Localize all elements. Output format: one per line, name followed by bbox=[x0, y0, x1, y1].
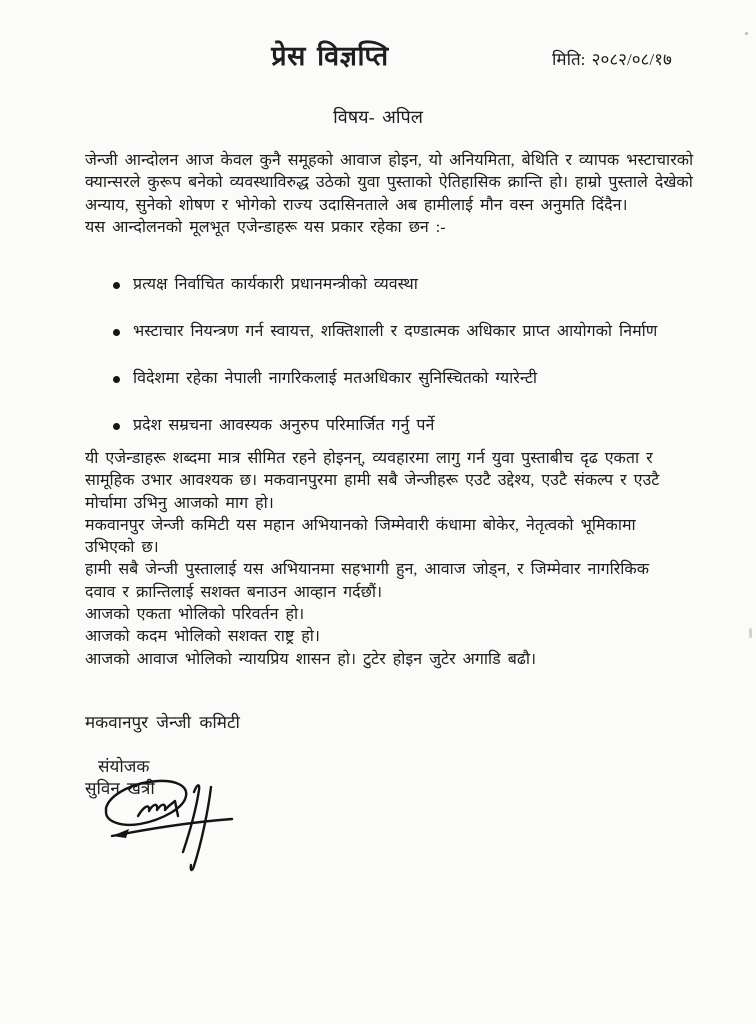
bullet-icon bbox=[113, 329, 120, 336]
text-line: यस आन्दोलनको मूलभूत एजेन्डाहरू यस प्रकार रहेका छन :- bbox=[85, 218, 446, 236]
text-line: सामूहिक उभार आवश्यक छ। मकवानपुरमा हामी सबै जेन्जीहरू एउटै उद्देश्य, एउटै संकल्प र एउटै bbox=[85, 472, 660, 490]
signatory-role: संयोजक bbox=[98, 757, 150, 776]
bullet-icon bbox=[113, 376, 120, 383]
signature-underline bbox=[112, 819, 232, 836]
text-line: क्यान्सरले कुरूप बनेको व्यवस्थाविरुद्ध उठेको युवा पुस्ताको ऐतिहासिक क्रान्ति हो। हाम्रो पुस्ताले देखेको bbox=[85, 174, 693, 192]
agenda-item-text: प्रत्यक्ष निर्वाचित कार्यकारी प्रधानमन्त्रीको व्यवस्था bbox=[133, 276, 418, 293]
text-line: हामी सबै जेन्जी पुस्तालाई यस अभियानमा सहभागी हुन, आवाज जोड्न, र जिम्मेवार नागरिकिक bbox=[85, 561, 650, 579]
text-line: आजको आवाज भोलिको न्यायप्रिय शासन हो। टुटेर होइन जुटेर अगाडि बढौ। bbox=[85, 650, 537, 668]
bullet-icon bbox=[113, 423, 120, 430]
signature-icon bbox=[100, 774, 240, 878]
agenda-item bbox=[85, 415, 717, 437]
agenda-item bbox=[85, 274, 717, 296]
agenda-item bbox=[85, 368, 717, 390]
text-line: अन्याय, सुनेको शोषण र भोगेको राज्य उदासिनताले अब हामीलाई मौन वस्न अनुमति दिंदैन। bbox=[85, 196, 628, 214]
agenda-item-text: विदेशमा रहेका नेपाली नागरिकलाई मतअधिकार सुनिस्चितको ग्यारेन्टी bbox=[133, 370, 538, 387]
committee-name: मकवानपुर जेन्जी कमिटी bbox=[85, 713, 240, 732]
text-line: मकवानपुर जेन्जी कमिटी यस महान अभियानको जिम्मेवारी कंधामा बोकेर, नेतृत्वको भूमिकामा bbox=[85, 516, 636, 534]
text-line: यी एजेन्डाहरू शब्दमा मात्र सीमित रहने होइनन्, व्यवहारमा लागु गर्न युवा पुस्ताबीच दृढ एकता र bbox=[85, 450, 653, 467]
text-line: जेन्जी आन्दोलन आज केवल कुनै समूहको आवाज होइन, यो अनियमिता, बेथिति र व्यापक भस्टाचारको bbox=[85, 152, 694, 169]
agenda-item bbox=[85, 321, 717, 343]
text-line: दवाव र क्रान्तिलाई सशक्त बनाउन आव्हान गर्दछौं। bbox=[85, 583, 383, 601]
agenda-item-text: भस्टाचार नियन्त्रण गर्न स्वायत्त, शक्तिशाली र दण्डात्मक अधिकार प्राप्त आयोगको निर्माण bbox=[133, 323, 658, 340]
scan-speck bbox=[745, 32, 748, 35]
bullet-icon bbox=[113, 282, 120, 289]
agenda-list bbox=[85, 274, 717, 437]
date-label: मिति: २०८२/०८/१७ bbox=[552, 50, 672, 69]
signatory-name: सुविन खत्री bbox=[85, 779, 155, 798]
closing-paragraphs bbox=[85, 448, 717, 671]
subject-line: विषय- अपिल bbox=[333, 107, 423, 127]
scan-speck bbox=[749, 628, 752, 638]
signature-stroke-2 bbox=[191, 787, 211, 870]
text-line: मोर्चामा उभिनु आजको माग हो। bbox=[85, 494, 274, 512]
document-title: प्रेस विज्ञप्ति bbox=[271, 41, 389, 71]
text-line: आजको कदम भोलिको सशक्त राष्ट्र हो। bbox=[85, 628, 320, 646]
agenda-item-text: प्रदेश सम्रचना आवस्यक अनुरुप परिमार्जित गर्नु पर्ने bbox=[133, 417, 435, 434]
text-line: आजको एकता भोलिको परिवर्तन हो। bbox=[85, 606, 305, 624]
intro-paragraph bbox=[85, 150, 717, 239]
signature-scrawl bbox=[138, 801, 178, 816]
text-line: उभिएको छ। bbox=[85, 539, 159, 557]
